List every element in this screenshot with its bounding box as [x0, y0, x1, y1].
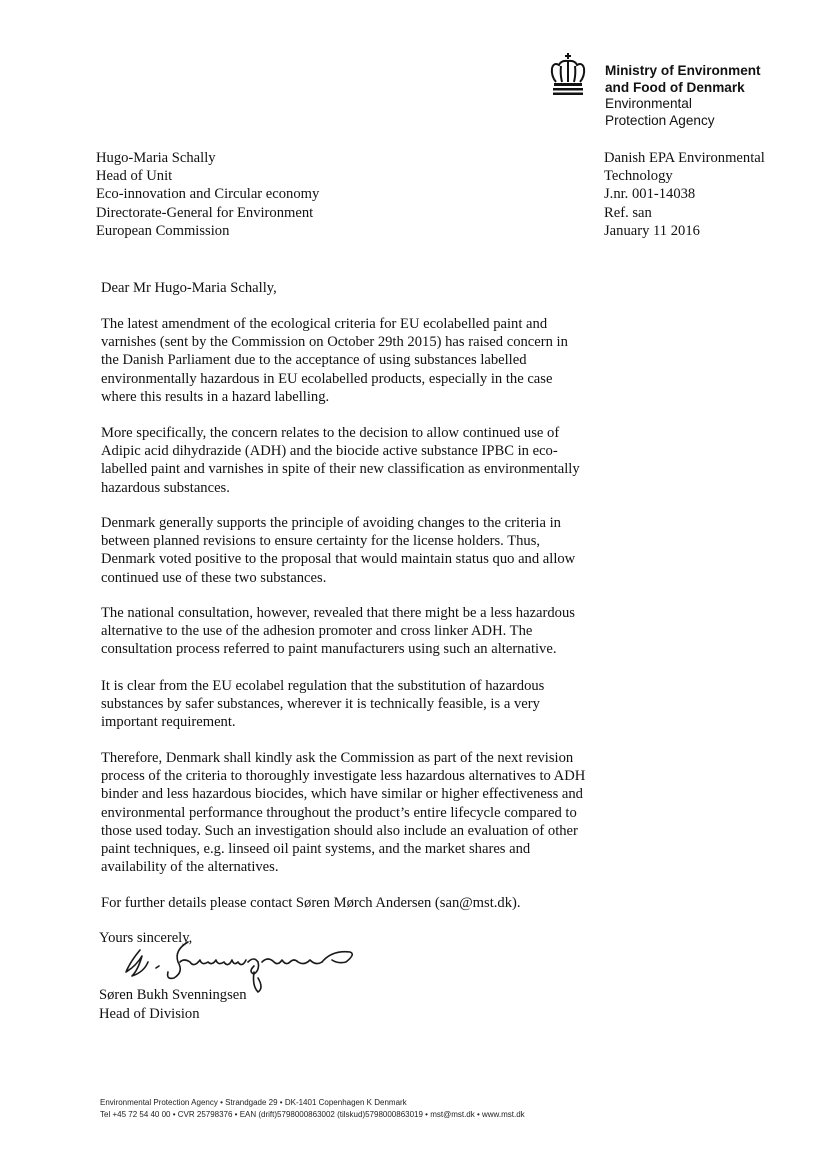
body-paragraph	[101, 604, 621, 659]
recipient-line: Eco-innovation and Circular economy	[96, 186, 320, 203]
recipient-address	[96, 149, 319, 240]
paragraph-line: hazardous substances.	[101, 479, 230, 496]
signer-title: Head of Division	[99, 1005, 200, 1022]
paragraph-line: varnishes (sent by the Commission on October 29th 2015) has raised concern in	[101, 334, 568, 351]
reference-line: Technology	[604, 168, 673, 185]
reference-line: J.nr. 001-14038	[604, 186, 696, 203]
paragraph-line: environmental performance throughout the product’s entire lifecycle compared to	[101, 804, 577, 821]
recipient-line: Hugo-Maria Schally	[96, 150, 216, 166]
contact-paragraph	[101, 894, 621, 912]
reference-line: Ref. san	[604, 204, 652, 221]
recipient-line: Directorate-General for Environment	[96, 204, 314, 221]
paragraph-line: For further details please contact Søren Mørch Andersen (san@mst.dk).	[101, 895, 521, 911]
paragraph-line: Adipic acid dihydrazide (ADH) and the biocide active substance IPBC in eco-	[101, 443, 558, 460]
ministry-header	[605, 63, 761, 129]
paragraph-line: paint techniques, e.g. linseed oil paint systems, and the market shares and	[101, 841, 531, 858]
paragraph-line: environmentally hazardous in EU ecolabelled products, especially in the case	[101, 370, 553, 387]
danish-crown-icon	[548, 52, 588, 96]
paragraph-line: where this results in a hazard labelling.	[101, 388, 330, 405]
paragraph-line: Therefore, Denmark shall kindly ask the Commission as part of the next revision	[101, 750, 574, 766]
paragraph-line: labelled paint and varnishes in spite of their new classification as environmentally	[101, 461, 580, 478]
paragraph-line: between planned revisions to ensure certainty for the license holders. Thus,	[101, 533, 541, 550]
ministry-name-line1: Ministry of Environment	[605, 63, 761, 78]
body-paragraph	[101, 315, 621, 406]
paragraph-line: More specifically, the concern relates to the decision to allow continued use of	[101, 425, 560, 441]
paragraph-line: alternative to the use of the adhesion promoter and cross linker ADH. The	[101, 623, 533, 640]
paragraph-line: consultation process referred to paint manufacturers using such an alternative.	[101, 641, 557, 658]
body-paragraph	[101, 677, 621, 732]
paragraph-line: those used today. Such an investigation should also include an evaluation of other	[101, 822, 578, 839]
paragraph-line: process of the criteria to thoroughly investigate less hazardous alternatives to ADH	[101, 768, 586, 785]
salutation: Dear Mr Hugo-Maria Schally,	[101, 280, 277, 296]
body-paragraph	[101, 424, 621, 497]
agency-name-line1: Environmental	[605, 96, 692, 111]
signer-name: Søren Bukh Svenningsen	[99, 987, 247, 1003]
paragraph-line: Denmark voted positive to the proposal that would maintain status quo and allow	[101, 551, 576, 568]
page-footer	[100, 1097, 525, 1121]
paragraph-line: binder and less hazardous biocides, which have similar or higher effectiveness and	[101, 786, 583, 803]
paragraph-line: The national consultation, however, revealed that there might be a less hazardous	[101, 605, 575, 621]
paragraph-line: the Danish Parliament due to the acceptance of using substances labelled	[101, 352, 527, 369]
paragraph-line: It is clear from the EU ecolabel regulation that the substitution of hazardous	[101, 678, 545, 694]
letter-date: January 11 2016	[604, 222, 700, 239]
paragraph-line: substances by safer substances, wherever it is technically feasible, is a very	[101, 696, 540, 713]
footer-address: Environmental Protection Agency • Strandgade 29 • DK-1401 Copenhagen K Denmark	[100, 1098, 407, 1107]
footer-contact: Tel +45 72 54 40 00 • CVR 25798376 • EAN (drift)5798000863002 (tilskud)5798000863019 • mst@mst.dk • www.mst.dk	[100, 1110, 525, 1119]
closing-phrase: Yours sincerely,	[99, 930, 193, 946]
body-paragraph	[101, 514, 621, 587]
paragraph-line: Denmark generally supports the principle of avoiding changes to the criteria in	[101, 515, 561, 531]
signer-block	[99, 986, 247, 1023]
paragraph-line: continued use of these two substances.	[101, 569, 327, 586]
reference-block	[604, 149, 765, 240]
agency-name-line2: Protection Agency	[605, 112, 715, 128]
recipient-line: Head of Unit	[96, 168, 173, 185]
recipient-line: European Commission	[96, 222, 230, 239]
reference-line: Danish EPA Environmental	[604, 150, 765, 166]
ministry-name-line2: and Food of Denmark	[605, 79, 745, 95]
body-paragraph	[101, 749, 621, 876]
paragraph-line: availability of the alternatives.	[101, 859, 279, 876]
paragraph-line: important requirement.	[101, 714, 236, 731]
paragraph-line: The latest amendment of the ecological criteria for EU ecolabelled paint and	[101, 316, 548, 332]
